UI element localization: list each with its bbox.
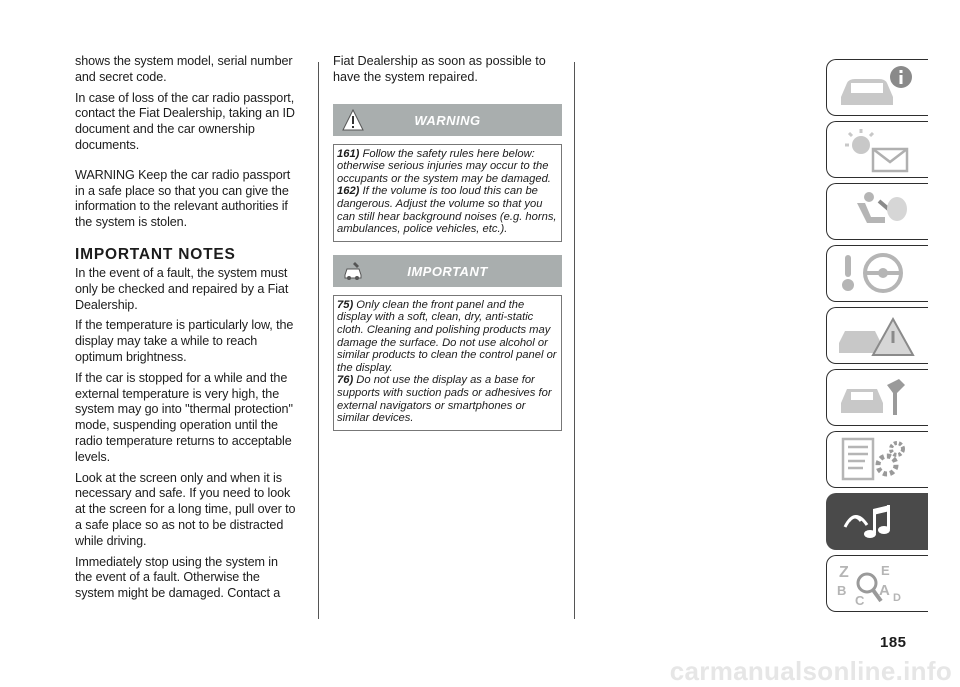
- warning-item-number: 161): [337, 147, 360, 160]
- alphabetical-index-icon: [835, 559, 921, 609]
- important-item: [337, 374, 557, 424]
- paragraph: Immediately stop using the system in the event of a fault. Otherwise the system might be damaged. Contact a: [75, 554, 281, 601]
- important-item-number: 76): [337, 374, 354, 387]
- paragraph: If the car is stopped for a while and the external temperature is very high, the system may go into "thermal protection" mode, suspending operation until the radio temperature returns to acceptable levels.: [75, 370, 293, 464]
- left-column: [75, 54, 297, 607]
- paragraph: Look at the screen only and when it is necessary and safe. If you need to look at the screen for a long time, pull over to a safe place so as not to be distracted while driving.: [75, 470, 296, 548]
- svg-text:D: D: [893, 592, 901, 604]
- paragraph: In case of loss of the car radio passport, contact the Fiat Dealership, taking an ID document and the car ownership documents.: [75, 90, 295, 152]
- svg-text:B: B: [837, 583, 847, 598]
- footer-watermark: carmanualsonline.info: [669, 656, 952, 686]
- car-info-icon: [835, 63, 921, 113]
- important-title: IMPORTANT: [407, 263, 488, 279]
- tab-servicing-care[interactable]: [826, 369, 928, 426]
- warning-lights-message-icon: [835, 125, 921, 175]
- tab-starting-driving[interactable]: [826, 245, 928, 302]
- tab-index[interactable]: [826, 555, 928, 612]
- column-divider: [318, 62, 319, 619]
- svg-text:Z: Z: [839, 564, 849, 581]
- technical-data-gears-icon: [835, 435, 921, 485]
- key-steering-wheel-icon: [835, 249, 921, 299]
- tab-knowing-your-car[interactable]: [826, 59, 928, 116]
- important-header: [333, 255, 562, 287]
- tab-safety[interactable]: [826, 183, 928, 240]
- tab-technical-data[interactable]: [826, 431, 928, 488]
- important-item-text: Only clean the front panel and the display with a soft, clean, dry, anti-static cloth. Cleaning and polishing products may damage the surface. Do not use alcohol or similar products to clean the control panel or the display.: [337, 298, 557, 374]
- paragraph: WARNING Keep the car radio passport in a safe place so that you can give the information to the relevant authorities if the system is stolen.: [75, 167, 291, 230]
- svg-text:A: A: [879, 582, 890, 599]
- car-breakdown-icon: [835, 311, 921, 361]
- tab-multimedia[interactable]: [826, 493, 928, 550]
- warning-item-text: Follow the safety rules here below: otherwise serious injuries may occur to the occupants or the system may be damaged.: [337, 147, 551, 185]
- important-item-text: Do not use the display as a base for supports with suction pads or adhesives for external navigators or smartphones or similar devices.: [337, 374, 552, 425]
- seat-airbag-icon: [835, 187, 921, 237]
- warning-header: [333, 104, 562, 136]
- warning-item-number: 162): [337, 185, 360, 198]
- paragraph: Fiat Dealership as soon as possible to have the system repaired.: [333, 54, 546, 84]
- svg-text:C: C: [855, 593, 865, 608]
- tab-dashboard[interactable]: [826, 121, 928, 178]
- page-number: 185: [880, 634, 907, 651]
- tab-in-an-emergency[interactable]: [826, 307, 928, 364]
- right-column: [333, 54, 562, 431]
- warning-item: [337, 185, 557, 235]
- svg-text:E: E: [881, 563, 890, 578]
- warning-item-text: If the volume is too loud this can be dangerous. Adjust the volume so that you can still hear background noises (e.g. horns, ambulances, police vehicles, etc.).: [337, 185, 557, 236]
- paragraph: In the event of a fault, the system must only be checked and repaired by a Fiat Dealership.: [75, 265, 289, 312]
- column-divider: [574, 62, 575, 619]
- important-item: [337, 299, 557, 375]
- paragraph: If the temperature is particularly low, the display may take a while to reach optimum brightness.: [75, 318, 294, 364]
- section-heading: IMPORTANT NOTES: [75, 245, 236, 263]
- warning-body: [333, 144, 562, 242]
- paragraph: shows the system model, serial number and secret code.: [75, 54, 293, 84]
- important-item-number: 75): [337, 298, 354, 311]
- warning-item: [337, 148, 557, 186]
- car-maintenance-wrench-icon: [835, 373, 921, 423]
- multimedia-music-icon: [835, 497, 921, 547]
- warning-title: WARNING: [414, 112, 481, 128]
- important-body: [333, 295, 562, 431]
